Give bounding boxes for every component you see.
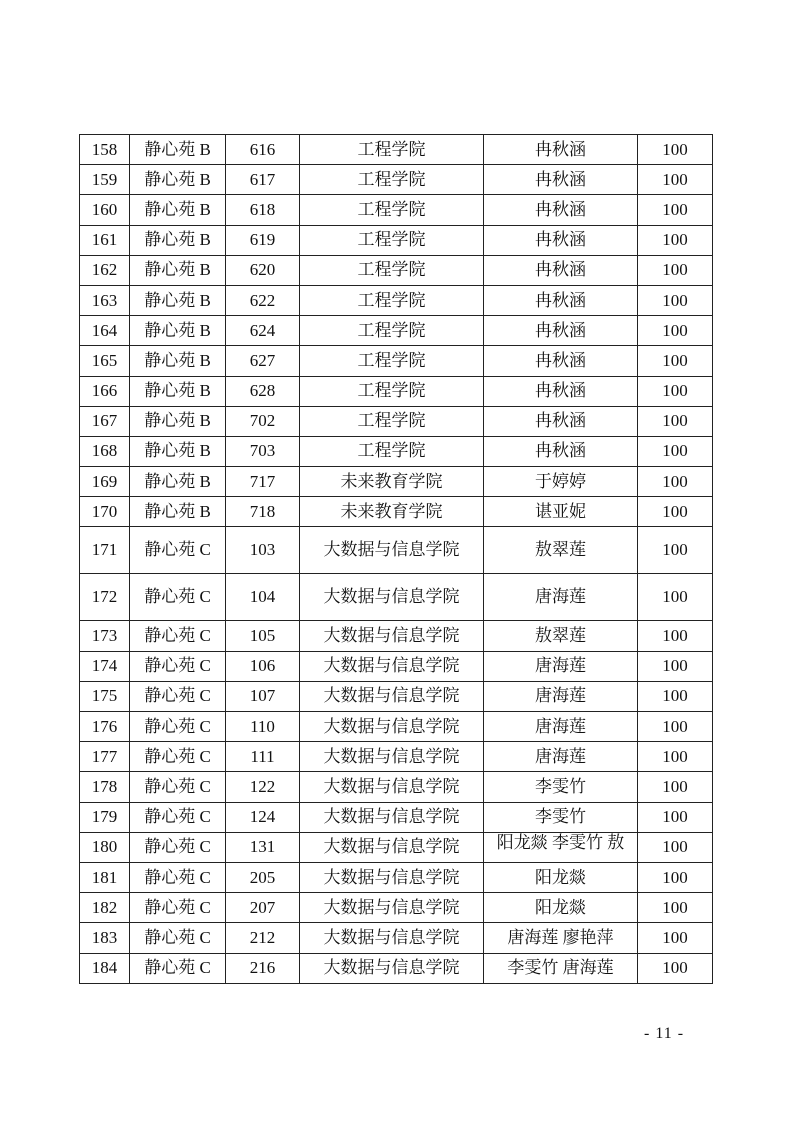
- cell-row-index: 158: [80, 135, 130, 165]
- table-row: [80, 953, 713, 983]
- table-row: [80, 923, 713, 953]
- cell-college: 大数据与信息学院: [300, 527, 484, 574]
- cell-score: 100: [638, 832, 713, 862]
- table-row: [80, 406, 713, 436]
- cell-row-index: 182: [80, 893, 130, 923]
- cell-college: 未来教育学院: [300, 467, 484, 497]
- clipped-names: 阳龙燚 李雯竹 敖: [496, 832, 625, 852]
- cell-inspector-name: 冉秋涵: [484, 376, 638, 406]
- cell-room-number: 618: [226, 195, 300, 225]
- cell-score: 100: [638, 681, 713, 711]
- cell-inspector-name: 阳龙燚: [484, 862, 638, 892]
- cell-row-index: 170: [80, 497, 130, 527]
- cell-score: 100: [638, 527, 713, 574]
- cell-score: 100: [638, 135, 713, 165]
- cell-room-number: 619: [226, 225, 300, 255]
- cell-row-index: 181: [80, 862, 130, 892]
- table-row: [80, 285, 713, 315]
- cell-row-index: 177: [80, 742, 130, 772]
- table-row: [80, 527, 713, 574]
- cell-inspector-name: 唐海莲: [484, 574, 638, 621]
- cell-score: 100: [638, 621, 713, 651]
- cell-score: 100: [638, 436, 713, 466]
- cell-row-index: 160: [80, 195, 130, 225]
- cell-building: 静心苑 B: [130, 316, 226, 346]
- cell-inspector-name: 李雯竹: [484, 772, 638, 802]
- cell-room-number: 106: [226, 651, 300, 681]
- cell-row-index: 179: [80, 802, 130, 832]
- cell-building: 静心苑 B: [130, 467, 226, 497]
- cell-college: 大数据与信息学院: [300, 802, 484, 832]
- cell-room-number: 627: [226, 346, 300, 376]
- cell-room-number: 212: [226, 923, 300, 953]
- cell-building: 静心苑 C: [130, 574, 226, 621]
- cell-row-index: 163: [80, 285, 130, 315]
- cell-building: 静心苑 C: [130, 651, 226, 681]
- cell-room-number: 131: [226, 832, 300, 862]
- cell-building: 静心苑 C: [130, 712, 226, 742]
- cell-score: 100: [638, 574, 713, 621]
- cell-score: 100: [638, 651, 713, 681]
- cell-room-number: 628: [226, 376, 300, 406]
- cell-score: 100: [638, 346, 713, 376]
- table-row: [80, 651, 713, 681]
- table-row: [80, 346, 713, 376]
- cell-college: 大数据与信息学院: [300, 923, 484, 953]
- cell-room-number: 718: [226, 497, 300, 527]
- cell-row-index: 183: [80, 923, 130, 953]
- cell-score: 100: [638, 225, 713, 255]
- table-row: [80, 497, 713, 527]
- cell-building: 静心苑 C: [130, 832, 226, 862]
- cell-room-number: 124: [226, 802, 300, 832]
- cell-score: 100: [638, 772, 713, 802]
- cell-score: 100: [638, 165, 713, 195]
- cell-building: 静心苑 B: [130, 165, 226, 195]
- table-row: [80, 712, 713, 742]
- cell-building: 静心苑 B: [130, 285, 226, 315]
- cell-building: 静心苑 C: [130, 742, 226, 772]
- cell-room-number: 622: [226, 285, 300, 315]
- cell-building: 静心苑 B: [130, 376, 226, 406]
- cell-building: 静心苑 B: [130, 497, 226, 527]
- table-row: [80, 862, 713, 892]
- cell-score: 100: [638, 255, 713, 285]
- dorm-inspection-table: [79, 134, 713, 984]
- cell-college: 工程学院: [300, 316, 484, 346]
- cell-college: 大数据与信息学院: [300, 772, 484, 802]
- cell-room-number: 616: [226, 135, 300, 165]
- cell-score: 100: [638, 497, 713, 527]
- cell-inspector-name: 冉秋涵: [484, 255, 638, 285]
- cell-score: 100: [638, 742, 713, 772]
- cell-building: 静心苑 C: [130, 772, 226, 802]
- cell-college: 大数据与信息学院: [300, 651, 484, 681]
- table-row: [80, 376, 713, 406]
- cell-college: 工程学院: [300, 436, 484, 466]
- cell-college: 大数据与信息学院: [300, 712, 484, 742]
- cell-row-index: 165: [80, 346, 130, 376]
- cell-building: 静心苑 B: [130, 255, 226, 285]
- table-row: [80, 195, 713, 225]
- table-row: [80, 165, 713, 195]
- cell-building: 静心苑 B: [130, 225, 226, 255]
- cell-room-number: 624: [226, 316, 300, 346]
- cell-room-number: 110: [226, 712, 300, 742]
- cell-building: 静心苑 B: [130, 406, 226, 436]
- cell-row-index: 173: [80, 621, 130, 651]
- cell-college: 工程学院: [300, 135, 484, 165]
- cell-row-index: 172: [80, 574, 130, 621]
- cell-inspector-name: 李雯竹 唐海莲: [484, 953, 638, 983]
- cell-room-number: 105: [226, 621, 300, 651]
- cell-row-index: 171: [80, 527, 130, 574]
- cell-room-number: 104: [226, 574, 300, 621]
- cell-inspector-name: 冉秋涵: [484, 406, 638, 436]
- cell-college: 工程学院: [300, 406, 484, 436]
- cell-building: 静心苑 B: [130, 436, 226, 466]
- cell-inspector-name: 唐海莲: [484, 712, 638, 742]
- cell-score: 100: [638, 893, 713, 923]
- cell-building: 静心苑 B: [130, 346, 226, 376]
- cell-inspector-name: [484, 832, 638, 862]
- table-body: [80, 135, 713, 984]
- table-row: [80, 832, 713, 862]
- cell-college: 工程学院: [300, 195, 484, 225]
- cell-building: 静心苑 C: [130, 527, 226, 574]
- cell-college: 大数据与信息学院: [300, 953, 484, 983]
- cell-score: 100: [638, 195, 713, 225]
- cell-building: 静心苑 B: [130, 195, 226, 225]
- cell-inspector-name: 冉秋涵: [484, 316, 638, 346]
- cell-score: 100: [638, 712, 713, 742]
- cell-building: 静心苑 C: [130, 893, 226, 923]
- cell-row-index: 168: [80, 436, 130, 466]
- table-row: [80, 802, 713, 832]
- cell-inspector-name: 冉秋涵: [484, 225, 638, 255]
- table-row: [80, 893, 713, 923]
- page-number: - 11 -: [644, 1025, 685, 1042]
- cell-building: 静心苑 C: [130, 802, 226, 832]
- cell-college: 未来教育学院: [300, 497, 484, 527]
- cell-room-number: 122: [226, 772, 300, 802]
- cell-row-index: 162: [80, 255, 130, 285]
- table-row: [80, 681, 713, 711]
- table-row: [80, 225, 713, 255]
- cell-college: 工程学院: [300, 255, 484, 285]
- cell-building: 静心苑 B: [130, 135, 226, 165]
- cell-building: 静心苑 C: [130, 953, 226, 983]
- cell-college: 大数据与信息学院: [300, 574, 484, 621]
- cell-row-index: 169: [80, 467, 130, 497]
- cell-building: 静心苑 C: [130, 621, 226, 651]
- table-row: [80, 621, 713, 651]
- cell-room-number: 216: [226, 953, 300, 983]
- cell-college: 工程学院: [300, 225, 484, 255]
- cell-row-index: 164: [80, 316, 130, 346]
- cell-room-number: 717: [226, 467, 300, 497]
- cell-inspector-name: 李雯竹: [484, 802, 638, 832]
- cell-row-index: 167: [80, 406, 130, 436]
- table-row: [80, 742, 713, 772]
- cell-inspector-name: 敖翠莲: [484, 621, 638, 651]
- cell-inspector-name: 冉秋涵: [484, 195, 638, 225]
- cell-score: 100: [638, 802, 713, 832]
- cell-score: 100: [638, 467, 713, 497]
- cell-inspector-name: 冉秋涵: [484, 135, 638, 165]
- cell-row-index: 184: [80, 953, 130, 983]
- cell-inspector-name: 谌亚妮: [484, 497, 638, 527]
- cell-inspector-name: 冉秋涵: [484, 285, 638, 315]
- cell-room-number: 205: [226, 862, 300, 892]
- cell-inspector-name: 冉秋涵: [484, 436, 638, 466]
- cell-college: 大数据与信息学院: [300, 893, 484, 923]
- cell-score: 100: [638, 376, 713, 406]
- cell-score: 100: [638, 285, 713, 315]
- cell-inspector-name: 于婷婷: [484, 467, 638, 497]
- cell-college: 大数据与信息学院: [300, 742, 484, 772]
- cell-inspector-name: 冉秋涵: [484, 346, 638, 376]
- cell-college: 工程学院: [300, 376, 484, 406]
- cell-college: 大数据与信息学院: [300, 621, 484, 651]
- cell-room-number: 107: [226, 681, 300, 711]
- cell-college: 大数据与信息学院: [300, 832, 484, 862]
- cell-building: 静心苑 C: [130, 923, 226, 953]
- cell-room-number: 703: [226, 436, 300, 466]
- cell-row-index: 178: [80, 772, 130, 802]
- cell-inspector-name: 阳龙燚: [484, 893, 638, 923]
- cell-room-number: 620: [226, 255, 300, 285]
- table-row: [80, 772, 713, 802]
- cell-room-number: 103: [226, 527, 300, 574]
- table-row: [80, 467, 713, 497]
- cell-row-index: 174: [80, 651, 130, 681]
- cell-room-number: 617: [226, 165, 300, 195]
- cell-score: 100: [638, 862, 713, 892]
- table-row: [80, 316, 713, 346]
- cell-college: 工程学院: [300, 346, 484, 376]
- cell-inspector-name: 唐海莲: [484, 651, 638, 681]
- cell-inspector-name: 唐海莲: [484, 681, 638, 711]
- cell-inspector-name: 冉秋涵: [484, 165, 638, 195]
- cell-score: 100: [638, 406, 713, 436]
- cell-college: 工程学院: [300, 165, 484, 195]
- cell-inspector-name: 唐海莲: [484, 742, 638, 772]
- cell-row-index: 159: [80, 165, 130, 195]
- table-row: [80, 574, 713, 621]
- cell-score: 100: [638, 923, 713, 953]
- cell-row-index: 166: [80, 376, 130, 406]
- cell-inspector-name: 唐海莲 廖艳萍: [484, 923, 638, 953]
- cell-room-number: 702: [226, 406, 300, 436]
- cell-row-index: 180: [80, 832, 130, 862]
- table-row: [80, 436, 713, 466]
- cell-row-index: 161: [80, 225, 130, 255]
- cell-college: 工程学院: [300, 285, 484, 315]
- cell-building: 静心苑 C: [130, 681, 226, 711]
- cell-row-index: 176: [80, 712, 130, 742]
- cell-score: 100: [638, 953, 713, 983]
- cell-building: 静心苑 C: [130, 862, 226, 892]
- cell-row-index: 175: [80, 681, 130, 711]
- cell-college: 大数据与信息学院: [300, 862, 484, 892]
- cell-score: 100: [638, 316, 713, 346]
- cell-college: 大数据与信息学院: [300, 681, 484, 711]
- cell-room-number: 111: [226, 742, 300, 772]
- table-row: [80, 135, 713, 165]
- cell-inspector-name: 敖翠莲: [484, 527, 638, 574]
- table-row: [80, 255, 713, 285]
- cell-room-number: 207: [226, 893, 300, 923]
